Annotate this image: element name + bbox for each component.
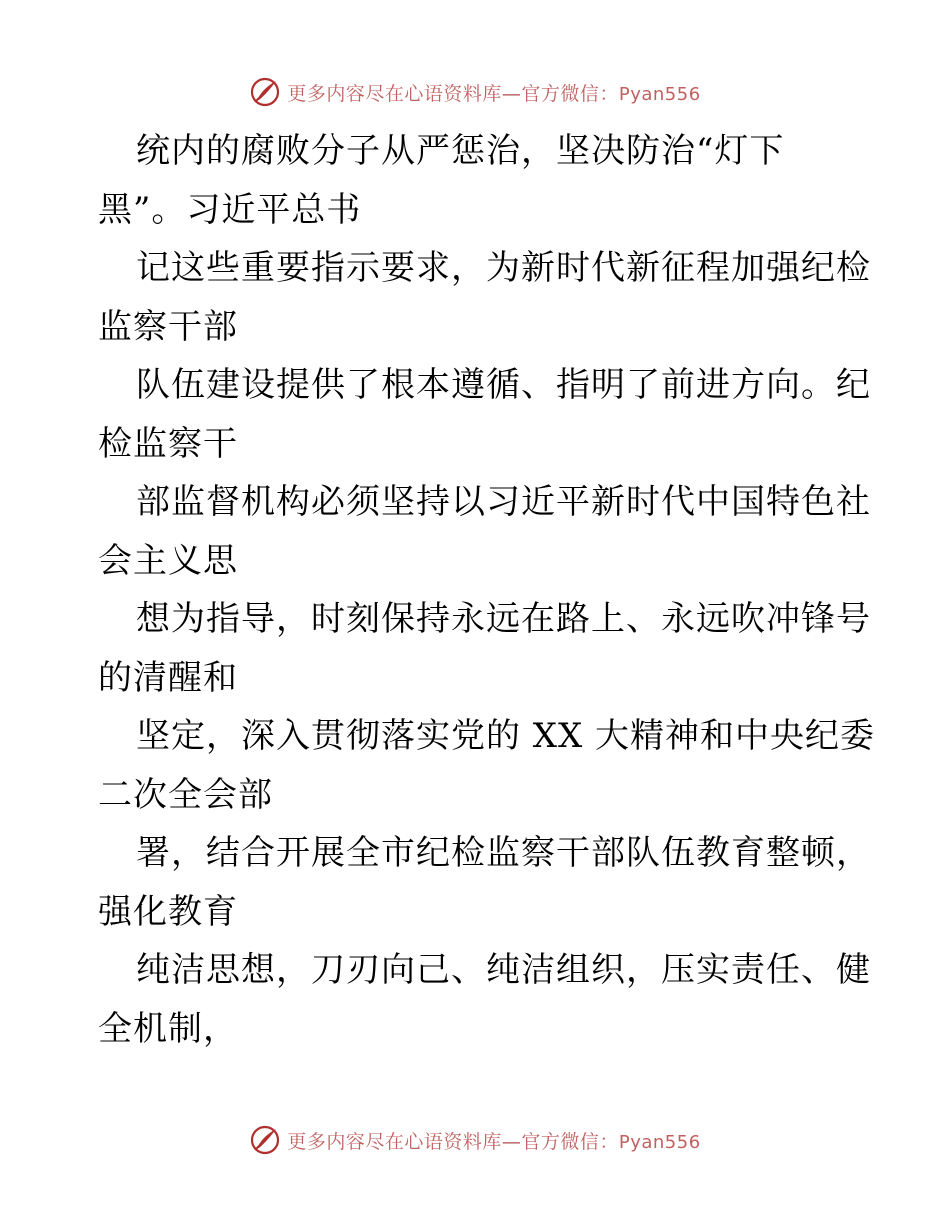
- body-line: 二次全会部: [98, 774, 273, 815]
- body-line: 全机制，: [98, 1008, 238, 1049]
- body-line: 记这些重要指示要求，为新时代新征程加强纪检: [136, 248, 871, 288]
- watermark-text: 更多内容尽在心语资料库—官方微信：Pyan556: [287, 1130, 701, 1153]
- body-line: 黑”。习近平总书: [98, 189, 362, 230]
- header-watermark: [0, 72, 950, 112]
- body-line: 强化教育: [98, 891, 238, 932]
- body-line: 会主义思: [98, 540, 238, 581]
- body-line: 想为指导，时刻保持永远在路上、永远吹冲锋号: [136, 599, 871, 639]
- quill-logo-icon: [249, 76, 281, 108]
- body-line: 部监督机构必须坚持以习近平新时代中国特色社: [136, 482, 871, 522]
- body-line: 的清醒和: [98, 657, 238, 698]
- watermark-text: 更多内容尽在心语资料库—官方微信：Pyan556: [287, 82, 701, 105]
- document-body: [98, 122, 876, 1058]
- footer-watermark: [0, 1120, 950, 1160]
- body-line: 监察干部: [98, 306, 238, 347]
- quill-logo-icon: [249, 1124, 281, 1156]
- body-line: 统内的腐败分子从严惩治，坚决防治“灯下: [136, 131, 785, 171]
- body-line: 队伍建设提供了根本遵循、指明了前进方向。纪: [136, 365, 871, 405]
- body-line: 坚定，深入贯彻落实党的 XX 大精神和中央纪委: [136, 716, 876, 756]
- body-line: 署，结合开展全市纪检监察干部队伍教育整顿，: [136, 833, 871, 873]
- body-line: 纯洁思想，刀刃向己、纯洁组织，压实责任、健: [136, 950, 871, 990]
- body-line: 检监察干: [98, 423, 238, 464]
